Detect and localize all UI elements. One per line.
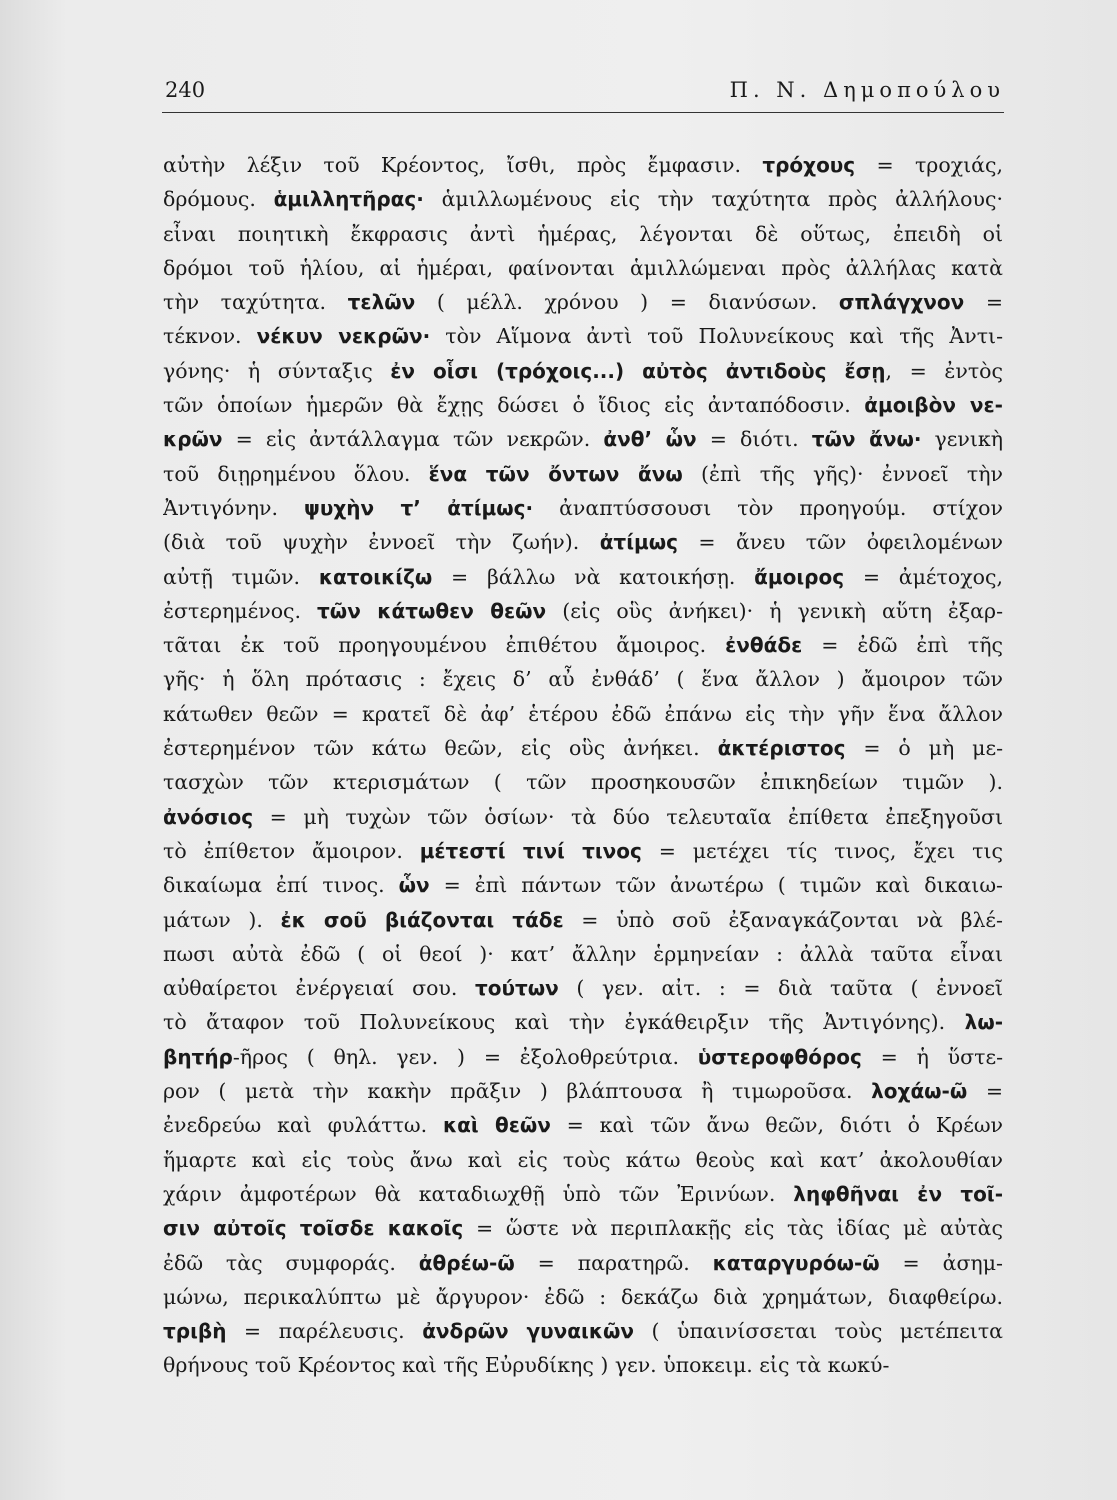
gloss-text: μώνω, περικαλύπτω μὲ ἄργυρον· ἐδῶ : δεκάζω διὰ χρημάτων, διαφθείρω. [163, 1284, 1003, 1309]
lemma-term: ἕνα τῶν ὄντων ἄνω [428, 461, 683, 486]
lemma-term: ἀκτέριστος [717, 736, 846, 761]
lemma-term: ἐν οἷσι (τρόχοις...) αὐτὸς ἀντιδοὺς ἔσῃ [390, 358, 886, 383]
text-line [163, 388, 1003, 422]
gloss-text: = ἀμέτοχος, [844, 564, 1003, 589]
lemma-term: σπλάγχνον [838, 290, 965, 315]
lemma-term: ἀνδρῶν γυναικῶν [422, 1319, 635, 1344]
text-line [163, 1040, 1003, 1074]
gloss-text: ἐστερημένον τῶν κάτω θεῶν, εἰς οὓς ἀνήκει. [163, 736, 718, 761]
text-line [163, 1246, 1003, 1280]
gloss-text: = [967, 1079, 1003, 1104]
lemma-term: ψυχὴν τ’ ἀτίμως· [303, 495, 534, 520]
lemma-term: τελῶν [347, 290, 416, 315]
text-line [163, 628, 1003, 662]
lemma-term: ἀνόσιος [163, 804, 254, 829]
lemma-term: νέκυν νεκρῶν· [256, 324, 431, 349]
lemma-term: μέτεστί τινί τινος [419, 838, 642, 863]
gloss-text: = ἀσημ- [879, 1250, 1003, 1275]
gloss-text: = ἐδῶ ἐπὶ τῆς [802, 633, 1003, 658]
gloss-text: = παρέλευσις. [226, 1319, 423, 1344]
text-line [163, 731, 1003, 765]
lemma-term: τῶν κάτωθεν θεῶν [317, 598, 547, 623]
lemma-term: ὧν [398, 873, 430, 898]
gloss-text: = βάλλω νὰ κατοικήσῃ. [432, 564, 755, 589]
lemma-term: ἄμοιρος [754, 564, 845, 589]
text-line [163, 1348, 1003, 1382]
text-line [163, 1074, 1003, 1108]
running-head-author: Π. Ν. Δημοπούλου [729, 78, 1005, 102]
gloss-text: (διὰ τοῦ ψυχὴν ἐννοεῖ τὴν ζωήν). [163, 530, 600, 555]
text-line [163, 182, 1003, 216]
text-line [163, 937, 1003, 971]
page-header [165, 78, 1005, 102]
lemma-term: ἀνθ’ ὧν [603, 427, 697, 452]
commentary-text [163, 148, 1003, 1383]
lemma-term: ἁμιλλητῆρας· [273, 187, 424, 212]
text-line [163, 594, 1003, 628]
text-line [163, 422, 1003, 456]
lemma-term: βητήρ [163, 1044, 233, 1069]
gloss-text: ἥμαρτε καὶ εἰς τοὺς ἄνω καὶ εἰς τοὺς κάτω θεοὺς καὶ κατ’ ἀκολουθίαν [163, 1147, 1003, 1172]
text-line [163, 834, 1003, 868]
gloss-text: δρόμοι τοῦ ἡλίου, αἱ ἡμέραι, φαίνονται ἁμιλλώμεναι πρὸς ἀλλήλας κατὰ [163, 255, 1003, 280]
lemma-term: ἀτίμως [599, 530, 678, 555]
gloss-text: = ὁ μὴ με- [845, 736, 1003, 761]
gloss-text: εἶναι ποιητικὴ ἔκφρασις ἀντὶ ἡμέρας, λέγονται δὲ οὕτως, ἐπειδὴ οἱ [163, 221, 1003, 246]
lemma-term: τρόχους [762, 153, 856, 177]
gloss-text: = εἰς ἀντάλλαγμα τῶν νεκρῶν. [222, 427, 604, 452]
gloss-text: = καὶ τῶν ἄνω θεῶν, διότι ὁ Κρέων [550, 1113, 1003, 1138]
gloss-text: = ὥστε νὰ περιπλακῇς εἰς τὰς ἰδίας μὲ αὐτὰς [463, 1216, 1003, 1241]
gloss-text: τοῦ διῃρημένου ὅλου. [163, 461, 429, 486]
text-line [163, 868, 1003, 902]
gloss-text: ( γεν. αἰτ. : = διὰ ταῦτα ( ἐννοεῖ [558, 976, 1003, 1001]
gloss-text: τὴν ταχύτητα. [163, 290, 348, 315]
lemma-term: τῶν ἄνω· [811, 427, 922, 452]
gloss-text: = παρατηρῶ. [514, 1250, 713, 1275]
gloss-text: = ἄνευ τῶν ὀφειλομένων [677, 530, 1003, 555]
text-line [163, 903, 1003, 937]
text-line [163, 319, 1003, 353]
lemma-term: τριβὴ [163, 1319, 227, 1344]
text-line [163, 1314, 1003, 1348]
text-line [163, 1280, 1003, 1314]
gloss-text: τέκνον. [163, 324, 257, 349]
gloss-text: ἀναπτύσσουσι τὸν προηγούμ. στίχον [533, 495, 1003, 520]
gloss-text: θρήνους τοῦ Κρέοντος καὶ τῆς Εὐρυδίκης ) γεν. ὑποκειμ. εἰς τὰ κωκύ- [163, 1353, 890, 1378]
lemma-term: ἐκ σοῦ βιάζονται τάδε [280, 907, 564, 932]
text-line [163, 285, 1003, 319]
text-line [163, 971, 1003, 1005]
text-line [163, 457, 1003, 491]
text-line [163, 697, 1003, 731]
text-line [163, 662, 1003, 696]
text-line [163, 1143, 1003, 1177]
gloss-text: πωσι αὐτὰ ἐδῶ ( οἱ θεοί )· κατ’ ἄλλην ἑρμηνείαν : ἀλλὰ ταῦτα εἶναι [163, 941, 1003, 966]
lemma-term: ὑστεροφθόρος [697, 1044, 862, 1069]
gloss-text: αὐτὴν λέξιν τοῦ Κρέοντος, ἴσθι, πρὸς ἔμφασιν. [163, 153, 763, 177]
gloss-text: = μὴ τυχὼν τῶν ὁσίων· τὰ δύο τελευταῖα ἐπίθετα ἐπεξηγοῦσι [253, 804, 1003, 829]
text-line [163, 491, 1003, 525]
gloss-text: τὸ ἐπίθετον ἄμοιρον. [163, 838, 420, 863]
gloss-text: = [964, 290, 1003, 315]
gloss-text: δικαίωμα ἐπί τινος. [163, 873, 399, 898]
gloss-text: = ἐπὶ πάντων τῶν ἀνωτέρω ( τιμῶν καὶ δικαιω- [429, 873, 1003, 898]
gloss-text: κάτωθεν θεῶν = κρατεῖ δὲ ἀφ’ ἑτέρου ἐδῶ ἐπάνω εἰς τὴν γῆν ἕνα ἄλλον [163, 701, 1003, 726]
text-line [163, 217, 1003, 251]
gloss-text: , = ἐντὸς [885, 358, 1003, 383]
gloss-text: δρόμους. [163, 187, 274, 212]
gloss-text: γενικὴ [921, 427, 1003, 452]
gloss-text: γῆς· ἡ ὅλη πρότασις : ἔχεις δ’ αὖ ἐνθάδ’ ( ἕνα ἄλλον ) ἄμοιρον τῶν [163, 667, 1003, 692]
gloss-text: ἐδῶ τὰς συμφοράς. [163, 1250, 419, 1275]
lemma-term: καταργυρόω-ῶ [712, 1250, 880, 1275]
gloss-text: μάτων ). [163, 907, 281, 932]
gloss-text: τᾶται ἐκ τοῦ προηγουμένου ἐπιθέτου ἄμοιρος. [163, 633, 726, 658]
gloss-text: Ἀντιγόνην. [163, 495, 304, 520]
text-line [163, 560, 1003, 594]
gloss-text: αὐθαίρετοι ἐνέργειαί σου. [163, 976, 476, 1001]
gloss-text: ρον ( μετὰ τὴν κακὴν πρᾶξιν ) βλάπτουσα ἢ τιμωροῦσα. [163, 1079, 872, 1104]
gloss-text: = τροχιάς, [855, 153, 1003, 177]
lemma-term: σιν αὐτοῖς τοῖσδε κακοῖς [163, 1216, 464, 1241]
gloss-text: = μετέχει τίς τινος, ἔχει τις [641, 838, 1003, 863]
text-line [163, 1005, 1003, 1039]
text-line [163, 800, 1003, 834]
lemma-term: καὶ θεῶν [442, 1113, 551, 1138]
text-line [163, 1108, 1003, 1142]
gloss-text: = ἡ ὕστε- [861, 1044, 1003, 1069]
lemma-term: ἀθρέω-ῶ [418, 1250, 515, 1275]
gloss-text: τασχὼν τῶν κτερισμάτων ( τῶν προσηκουσῶν ἐπικηδείων τιμῶν ). [163, 770, 1003, 795]
text-line [163, 1211, 1003, 1245]
gloss-text: ἐστερημένος. [163, 598, 318, 623]
gloss-text: = ὑπὸ σοῦ ἐξαναγκάζονται νὰ βλέ- [563, 907, 1003, 932]
gloss-text: ἁμιλλωμένους εἰς τὴν ταχύτητα πρὸς ἀλλήλους· [423, 187, 1003, 212]
text-line [163, 765, 1003, 799]
lemma-term: ληφθῆναι ἐν τοῖ- [793, 1181, 1003, 1206]
lemma-term: λοχάω-ῶ [871, 1079, 968, 1104]
gloss-text: = διότι. [696, 427, 812, 452]
gloss-text: χάριν ἀμφοτέρων θὰ καταδιωχθῇ ὑπὸ τῶν Ἐρινύων. [163, 1181, 794, 1206]
text-line [163, 148, 1003, 182]
gloss-text: τὸ ἄταφον τοῦ Πολυνείκους καὶ τὴν ἐγκάθειρξιν τῆς Ἀντιγόνης). [163, 1010, 965, 1035]
lemma-term: λω- [964, 1010, 1003, 1035]
text-line [163, 525, 1003, 559]
gloss-text: ( ὑπαινίσσεται τοὺς μετέπειτα [634, 1319, 1003, 1344]
gloss-text: τὸν Αἵμονα ἀντὶ τοῦ Πολυνείκους καὶ τῆς Ἀντι- [430, 324, 1003, 349]
gloss-text: γόνης· ἡ σύνταξις [163, 358, 391, 383]
text-line [163, 1177, 1003, 1211]
page-number: 240 [165, 78, 206, 102]
gloss-text: -ῆρος ( θηλ. γεν. ) = ἐξολοθρεύτρια. [232, 1044, 698, 1069]
lemma-term: κρῶν [163, 427, 223, 452]
gloss-text: ἐνεδρεύω καὶ φυλάττω. [163, 1113, 443, 1138]
gloss-text: (εἰς οὓς ἀνήκει)· ἡ γενικὴ αὕτη ἐξαρ- [546, 598, 1003, 623]
gloss-text: (ἐπὶ τῆς γῆς)· ἐννοεῖ τὴν [682, 461, 1003, 486]
gloss-text: ( μέλλ. χρόνου ) = διανύσων. [415, 290, 839, 315]
text-line [163, 251, 1003, 285]
gloss-text: τῶν ὁποίων ἡμερῶν θὰ ἔχῃς δώσει ὁ ἴδιος εἰς ἀνταπόδοσιν. [163, 393, 865, 418]
lemma-term: ἀμοιβὸν νε- [864, 393, 1003, 418]
lemma-term: τούτων [475, 976, 559, 1001]
header-rule [162, 112, 1004, 113]
lemma-term: ἐνθάδε [725, 633, 803, 658]
lemma-term: κατοικίζω [318, 564, 433, 589]
text-line [163, 354, 1003, 388]
gloss-text: αὐτῇ τιμῶν. [163, 564, 319, 589]
